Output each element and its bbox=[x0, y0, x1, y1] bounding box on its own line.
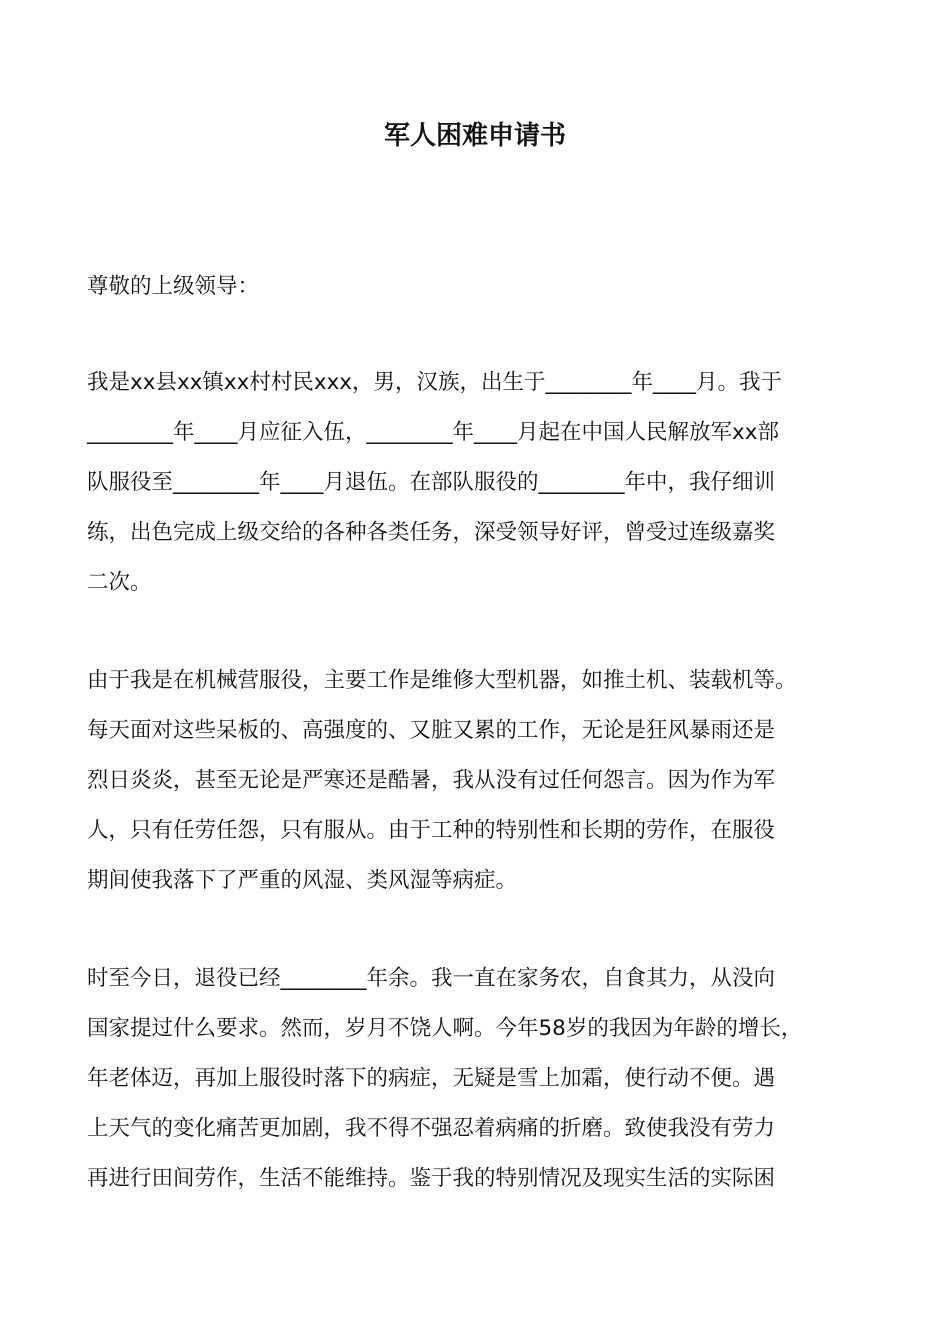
paragraph-3 bbox=[87, 954, 877, 1204]
greeting-line: 尊敬的上级领导： bbox=[87, 274, 260, 299]
paragraph-line: 每天面对这些呆板的、高强度的、又脏又累的工作，无论是狂风暴雨还是 bbox=[87, 718, 776, 743]
paragraph-line: 上天气的变化痛苦更加剧，我不得不强忍着病痛的折磨。致使我没有劳力 bbox=[87, 1116, 776, 1141]
document-title: 军人困难申请书 bbox=[383, 121, 566, 151]
greeting bbox=[87, 262, 877, 312]
paragraph-line: 烈日炎炎，甚至无论是严寒还是酷暑，我从没有过任何怨言。因为作为军 bbox=[87, 768, 776, 793]
paragraph-line: 再进行田间劳作，生活不能维持。鉴于我的特别情况及现实生活的实际困 bbox=[87, 1166, 776, 1191]
paragraph-2 bbox=[87, 656, 877, 906]
paragraph-line: 队服役至________年____月退伍。在部队服役的________年中，我仔细训 bbox=[87, 470, 776, 495]
paragraph-line: ________年____月应征入伍，________年____月起在中国人民解放军xx部 bbox=[87, 420, 779, 445]
paragraph-line: 由于我是在机械营服役，主要工作是维修大型机器，如推土机、装载机等。 bbox=[87, 668, 797, 693]
paragraph-1 bbox=[87, 358, 877, 608]
paragraph-line: 二次。 bbox=[87, 570, 152, 595]
paragraph-line: 国家提过什么要求。然而，岁月不饶人啊。今年58岁的我因为年龄的增长， bbox=[87, 1016, 803, 1041]
paragraph-line: 我是xx县xx镇xx村村民xxx，男，汉族，出生于________年____月。我于 bbox=[87, 370, 783, 395]
paragraph-line: 时至今日，退役已经________年余。我一直在家务农，自食其力，从没向 bbox=[87, 966, 776, 991]
paragraph-line: 期间使我落下了严重的风湿、类风湿等病症。 bbox=[87, 868, 518, 893]
paragraph-line: 人，只有任劳任怨，只有服从。由于工种的特别性和长期的劳作，在服役 bbox=[87, 818, 776, 843]
paragraph-line: 年老体迈，再加上服役时落下的病症，无疑是雪上加霜，使行动不便。遇 bbox=[87, 1066, 776, 1091]
paragraph-line: 练，出色完成上级交给的各种各类任务，深受领导好评，曾受过连级嘉奖 bbox=[87, 520, 776, 545]
